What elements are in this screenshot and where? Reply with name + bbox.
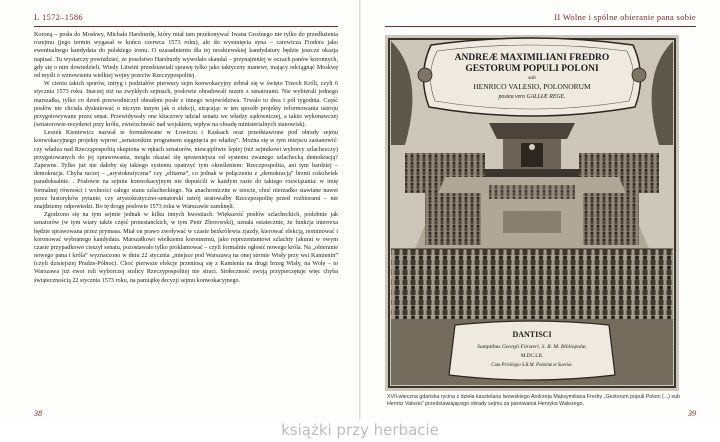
running-head-right: II Wolne i spólne obieranie pana sobie [554, 12, 696, 22]
engraving-drawing [385, 35, 679, 391]
paragraph: Zgodzono się na tym sejmie jednak w kilku innych kwestiach. Większość posłów szlacheckich, podobnie jak senatorów (w tym wiary także część protestanckich, w tym Piotr Zborowski), uznała ostatecznie, że funkcja interrexa będzie sprawowana przez prymasa. Miał on prawo zwoływać w czasie bezkrólewia zjazdy, kierować elekcją, nominować i koronować wybranego kandydata. Marszałkowi wielkiemu koronnemu, jako reprezentantowi szlachty (akurat w owym czasie przypadkowo cieszył senatu, pozostawało tylko proklamować – czyli formalnie ogłosić nowego króla. Na „obieranie nowego pana i króla” wyznaczono w dniu 22 stycznia „miejsce pod Warszawą na onej stronie Wisły przy wsi Kamienin” (czyli dzisiejszej Pradze-Północ). Choć pierwsze elekcje przeniosą się z Kamienia na drugi brzeg Wisły, na Wolę – to Warszawa już ewoi roli wyborczej stolicy Rzeczypospolitej nie straci. Stołeczność swoją przypieczętuje więc chyba świątecznością 22 stycznia 1573 roku, na pamiątkę decyzji sejmu konwokacyjnego. [34, 212, 338, 284]
paragraph: Leszek Kieniewicz nazwał te formułowane w Łowiczu i Kaskach oraz przedstawione pod obrady sejmu konwokacyjnego projekty wprost „senatorskim programem sięgnięcia po władzę”. Można się w tym miejscu zastanowić: czy władza nad Rzecząpospolitą skupiona w rękach senatorów, niewątpliwie lepiej (niż sejmikowi wyborcy szlachecczy) przygotowanych do jej sprawowania, mogła okazać się sprawniejsza od systemu zwanego szlachecką demokracją? Zapewne. Tylko już nie dałoby się takiego systemu opatrzyć tym określeniem: Rzeczpospolita, ani tym bardziej – demokracja. Chyba raczej – „arystokratyczna” czy „elitarna”, co jednak w połączeniu z „demokracją” brzmi cokolwiek paradoksalnie. . Posłowie na sejmie konwokacyjnym nie dopuścili w każdym razie do takiego rozwiązania: w imię formalnej równości i wolności całego stanu szlacheckiego. Na anachroniczne w istocie, choć nierzadko stawiane nawet przez historyków pytanie, czy arystokratyczno-senatorski ustrój uratowałby Rzeczpospolitę przed rozbiorami – nie znajdziemy odpowiedzi. Bo tę drogę posłowie 1573 roku w Warszawie zamknęli. [34, 130, 338, 210]
left-page [0, 0, 359, 420]
cartouche-line: ANDREÆ MAXIMILIANI FREDRO [454, 53, 610, 63]
watermark-text: książki przy herbacie [281, 421, 439, 439]
running-head-left: I. 1572–1586 [34, 12, 83, 22]
paragraph: Koroną – posła do Moskwy, Michała Harsburdę, który miał tam przekonywać Iwana Groźnego nie tylko do przedłużenia rozejmu (jego termin wygasał w końcu czerwca 1573 roku), ale do wysunięcia syna – carewicza Fiodora jako ewentualnego kandydata do polskiego tronu. O uzasadnieniu dla tej moskiewskiej kandydatury będzie jeszcze okazja napisać. Tu wystarczy powiedzieć, że poselstwo Harsburdy wywołało skandal – przynajmniej w oczach panów koronnych, gdy się o nim dowiedzieli. Wiedy Litwini przedstawiali sprawę tylko jako taktyczny manewr, mający odciągnąć Moskwę od myśli o wznowieniu wielkiej wojny przeciw Rzeczypospolitej. [34, 32, 338, 79]
cartouche-line: postea vero GALLIÆ REGE. [498, 94, 566, 100]
imprint-line: M.DC.LII. [520, 353, 544, 359]
paragraph: W cieniu takich sporów, intryg i podziałów pierwszy sejm konwokacyjny zebrał się w święto Trzech Króli, czyli 6 stycznia 1573 roku. Inaczej niż na zwykłych sejmach, posłowie obradowali razem z senatorami. Nie wybierali jednego marszałka, tylko co dzień przewodniczył obradom posłe z innego województwa. Trwało to dwa i pół tygodnia. Część posłów nie chciała dyskutować o niczym innym jak o elekcji, utrącając w ten sposób projekty reformowania ustroju przygotowywane przez senat. Przewidywały one kluczowy udział senatu we władzy sądowniczej, a także wykonawczej (senatorowie-rezydenci przy królu, zwierzchność nad wojskiem, wpływ na obsadę ministerialnych stanowisk). [34, 81, 338, 129]
header-rule-right [385, 26, 696, 27]
imprint-line: Cum Privilegio S.R.M. Poloniæ et Sueciæ. [491, 363, 573, 368]
cartouche-line: HENRICO VALESIO, POLONORUM [473, 82, 591, 91]
engraving-illustration [385, 35, 679, 391]
page-number-right: 39 [688, 409, 696, 418]
figure-caption: XVII-wieczna gdańska rycina z dzieła kasztelana lwowskiego Andrzeja Maksymiliana Fredry „Gestorum populi Poloni (...) sub Henrici Valesio” przedstawiającego obrady sejmu za panowania Henryka Walezego. [387, 394, 680, 407]
cartouche-line: GESTORUM POPULI POLONI [465, 64, 599, 74]
imprint-line: DANTISCI [512, 330, 552, 339]
left-body-text [34, 31, 338, 285]
right-page [361, 0, 720, 420]
header-rule-left [34, 26, 338, 27]
imprint-line: Sumptibus Georgii Försteri, S. R. M. Bibliopolæ, [477, 344, 587, 350]
page-number-left: 38 [34, 409, 42, 418]
cartouche-line: sub [528, 75, 536, 81]
